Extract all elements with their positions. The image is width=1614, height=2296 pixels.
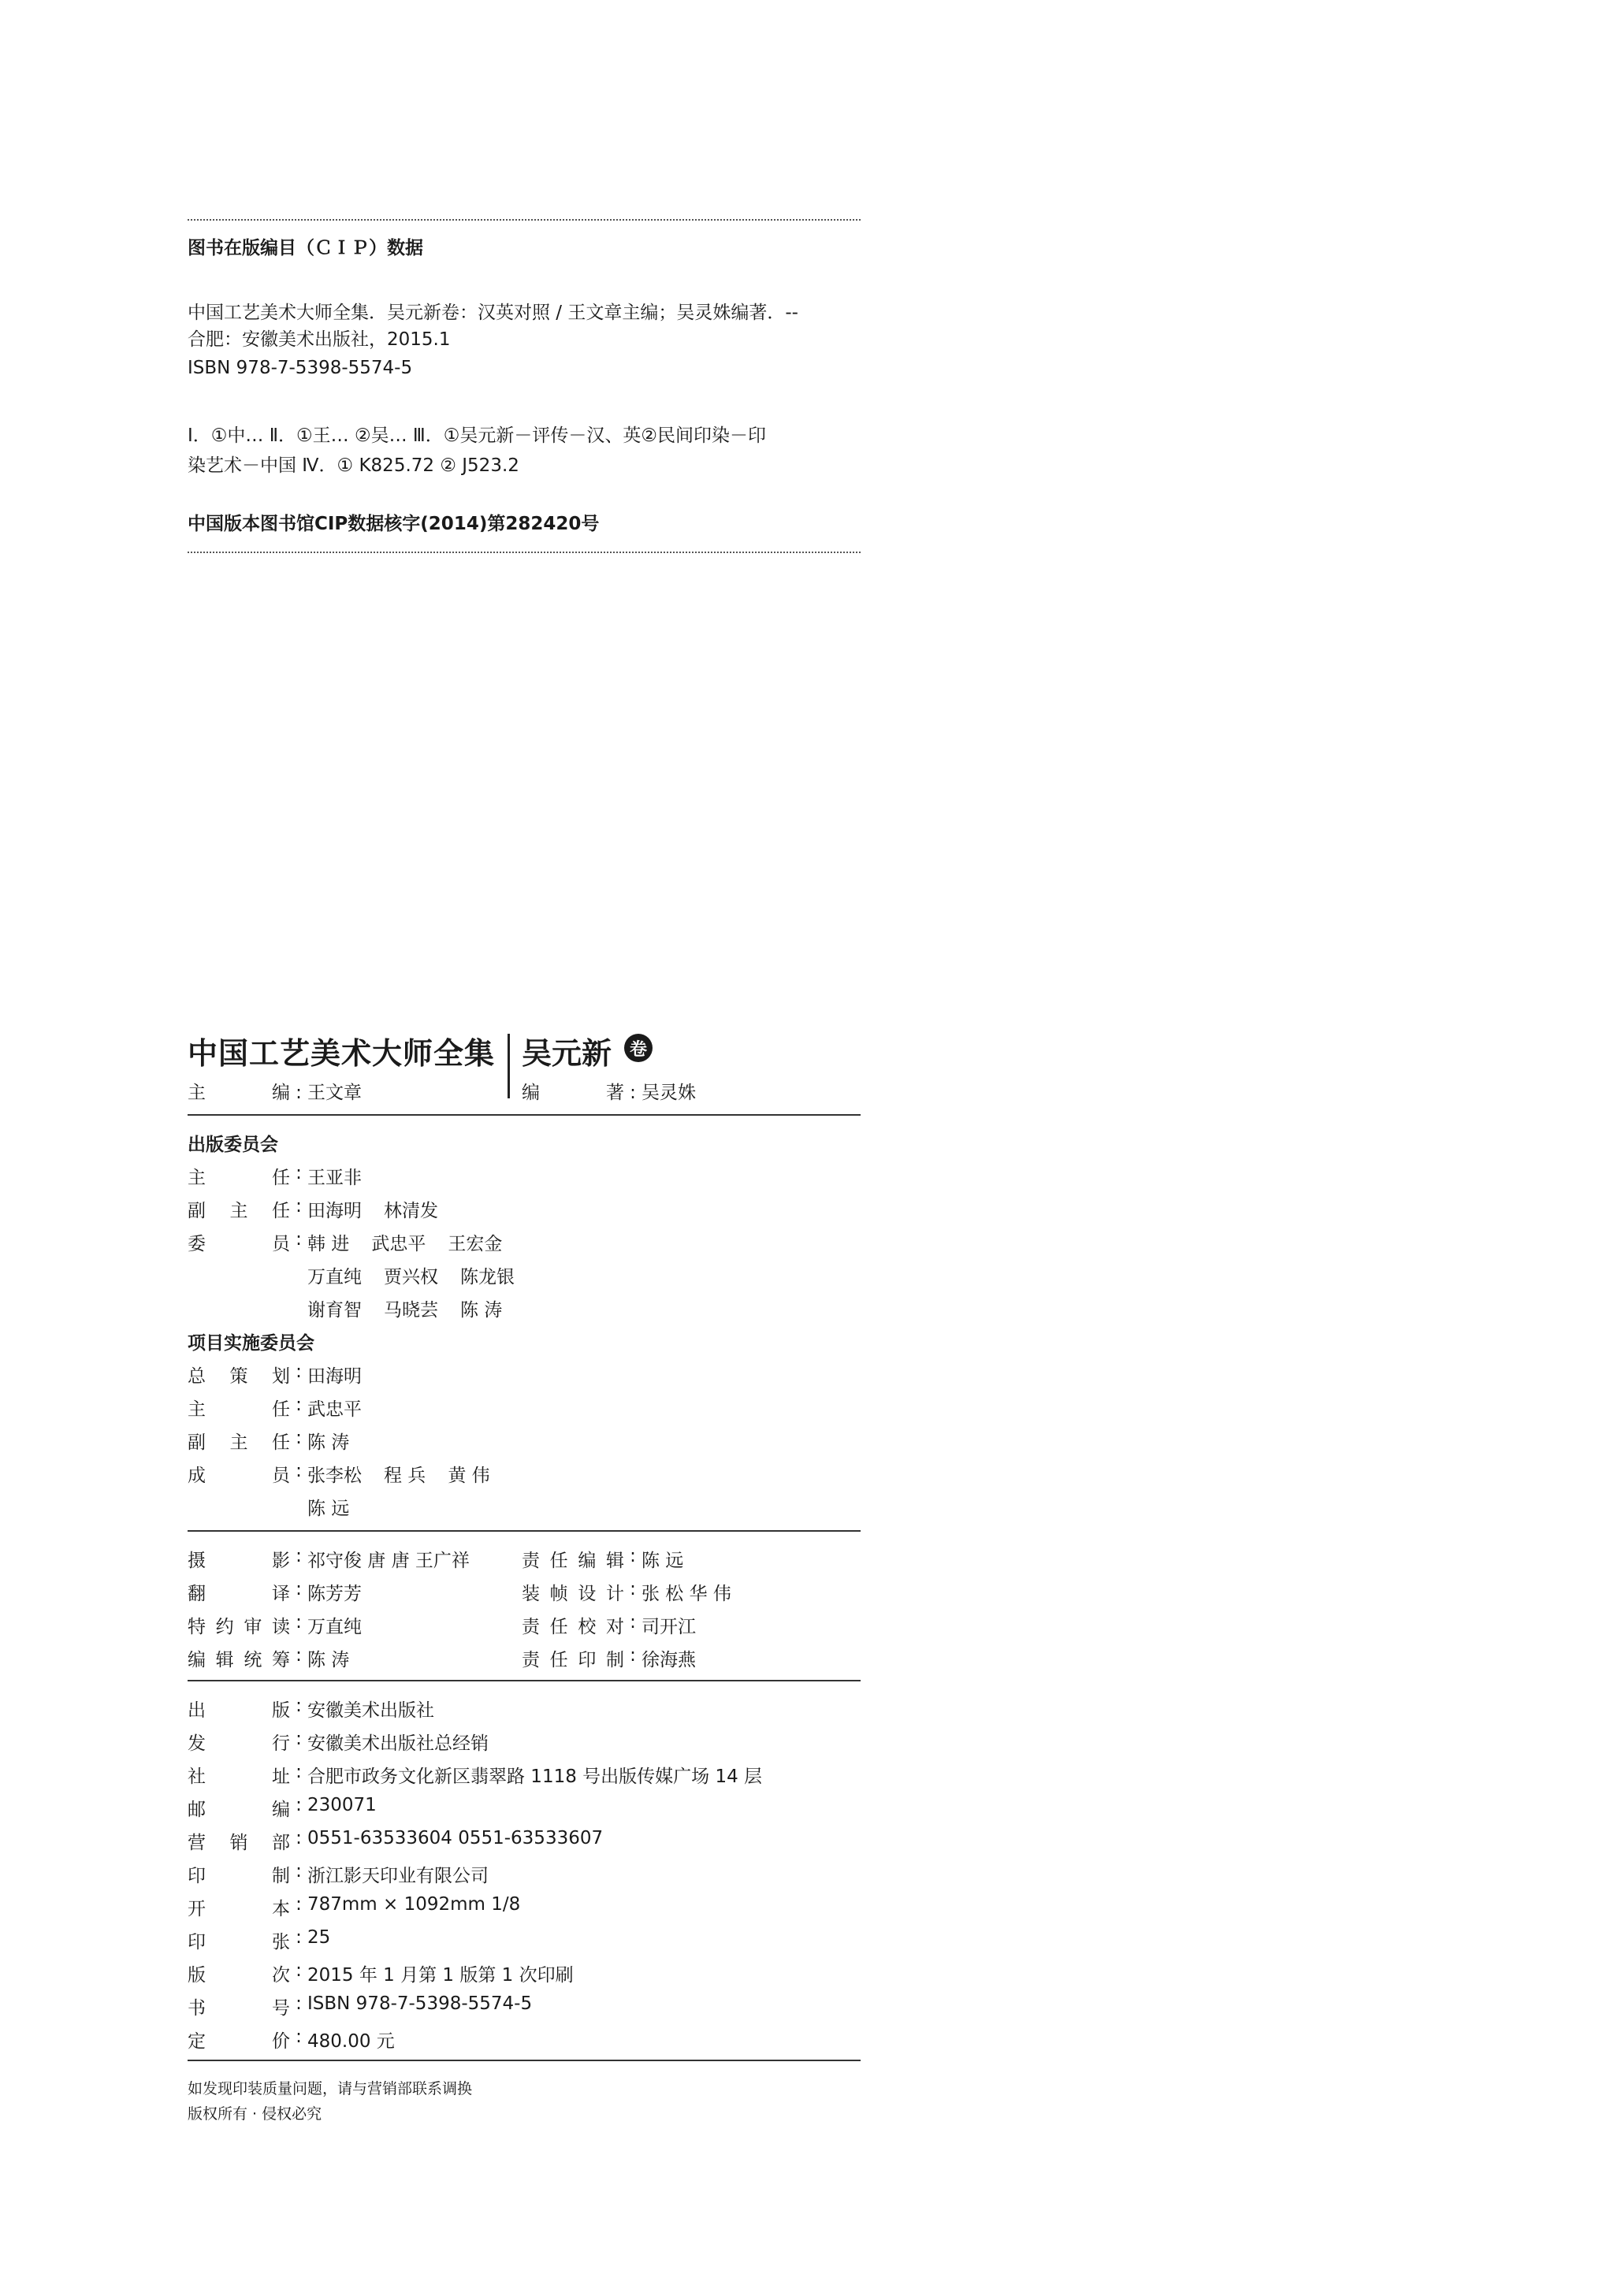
committee1-row-name: 谢育智 <box>307 1300 362 1321</box>
committee1-row-colon <box>290 1262 307 1288</box>
staff-left-row-value: 陈芳芳 <box>307 1584 362 1604</box>
staff-left-row <box>188 1612 362 1638</box>
publication-row <box>188 1762 762 1788</box>
committee1-row-colon: : <box>296 1163 302 1183</box>
committee2-row-label: 成员 <box>188 1466 290 1486</box>
staff-right-row-value: 陈 远 <box>642 1551 684 1571</box>
publication-row-value: 787mm × 1092mm 1/8 <box>307 1894 521 1915</box>
staff-right-row-colon: : <box>630 1579 636 1599</box>
committee2-row-colon: : <box>296 1428 302 1448</box>
publication-row-colon: : <box>296 1894 302 1915</box>
committee1-row-name: 万直纯 <box>307 1267 362 1287</box>
staff-right-row-colon: : <box>630 1546 636 1566</box>
footer-quality-note: 如发现印装质量问题，请与营销部联系调换 <box>188 2080 473 2097</box>
committee2-row-label: 副主任 <box>188 1432 290 1453</box>
committee1-row-name: 武忠平 <box>371 1234 426 1254</box>
publication-row <box>188 1696 434 1722</box>
committee1-row-name: 韩 进 <box>307 1234 350 1254</box>
staff-left-row-colon: : <box>296 1546 302 1566</box>
author-credit: 编 著 : 吴灵姝 <box>522 1078 696 1104</box>
committee2-row-name: 黄 伟 <box>448 1466 490 1486</box>
publication-row <box>188 1993 532 2019</box>
juan-badge: 卷 <box>624 1034 653 1062</box>
committee1-row-label: 副主任 <box>188 1201 290 1221</box>
author-label: 编 著 <box>522 1083 624 1103</box>
publication-row-colon: : <box>296 1696 302 1716</box>
staff-left-row-label: 特约审读 <box>188 1617 290 1637</box>
committee1-row-label: 委员 <box>188 1234 290 1254</box>
staff-right-row <box>522 1645 696 1671</box>
publication-row-colon: : <box>296 1795 302 1815</box>
committee2-row-name: 武忠平 <box>307 1399 362 1420</box>
committee1-row-label <box>188 1295 290 1321</box>
committee2-row-colon <box>290 1494 307 1520</box>
staff-right-row-label: 责任印制 <box>522 1650 624 1670</box>
cip-bottom-divider <box>188 552 861 553</box>
publication-row-colon: : <box>296 1927 302 1948</box>
staff-right-row-colon: : <box>630 1612 636 1633</box>
chief-editor-label: 主 编 <box>188 1083 290 1103</box>
committee2-row-name: 张李松 <box>307 1466 362 1486</box>
committee1-row-names <box>307 1196 460 1222</box>
committee1-row-colon: : <box>296 1229 302 1250</box>
publication-row <box>188 2027 395 2053</box>
committee2-heading: 项目实施委员会 <box>188 1333 314 1354</box>
committee1-row <box>188 1229 524 1255</box>
committee2-row-names <box>307 1428 371 1454</box>
publication-row-label: 版次 <box>188 1965 290 1986</box>
committee2-row-label: 总策划 <box>188 1366 290 1387</box>
chief-editor-credit: 主 编 : 王文章 <box>188 1078 362 1104</box>
committee1-row-names <box>307 1295 524 1321</box>
cip-line-2: 合肥：安徽美术出版社，2015.1 <box>188 329 451 350</box>
publication-row-colon: : <box>296 1960 302 1981</box>
publication-row-value: 安徽美术出版社 <box>307 1700 434 1721</box>
staff-top-divider <box>188 1530 861 1532</box>
committee2-row-name: 陈 涛 <box>307 1432 350 1453</box>
staff-left-row-label: 摄影 <box>188 1551 290 1571</box>
author-name: 吴灵姝 <box>642 1083 696 1103</box>
publication-row-value: 230071 <box>307 1795 377 1815</box>
publication-top-divider <box>188 1680 861 1681</box>
cip-line-3: ISBN 978-7-5398-5574-5 <box>188 358 413 378</box>
committee1-row-colon: : <box>296 1196 302 1217</box>
publication-row-value: ISBN 978-7-5398-5574-5 <box>307 1993 533 2014</box>
publication-row-label: 印张 <box>188 1932 290 1952</box>
committee2-row-name: 田海明 <box>307 1366 362 1387</box>
cip-line-1: 中国工艺美术大师全集．吴元新卷：汉英对照 / 王文章主编；吴灵姝编著．-- <box>188 303 798 323</box>
committee1-row <box>188 1295 524 1321</box>
staff-right-row-value: 张 松 华 伟 <box>642 1584 731 1604</box>
staff-right-row <box>522 1579 731 1605</box>
committee2-row-names <box>307 1461 512 1487</box>
staff-right-row-colon: : <box>630 1645 636 1666</box>
staff-left-row-value: 陈 涛 <box>307 1650 350 1670</box>
staff-left-row-colon: : <box>296 1579 302 1599</box>
staff-right-row <box>522 1612 696 1638</box>
chief-editor-name: 王文章 <box>307 1083 362 1103</box>
committee2-row <box>188 1362 384 1388</box>
publication-row-label: 社址 <box>188 1767 290 1787</box>
publication-row <box>188 1861 489 1887</box>
staff-left-row-colon: : <box>296 1645 302 1666</box>
series-title: 中国工艺美术大师全集 <box>188 1035 496 1071</box>
committee2-row-name: 陈 远 <box>307 1499 350 1519</box>
staff-right-row-value: 徐海燕 <box>642 1650 696 1670</box>
committee2-row <box>188 1494 371 1520</box>
staff-right-row-label: 责任编辑 <box>522 1551 624 1571</box>
publication-row-label: 定价 <box>188 2031 290 2052</box>
committee2-row-names <box>307 1362 384 1388</box>
publication-row-label: 出版 <box>188 1700 290 1721</box>
cip-heading: 图书在版编目（ＣＩＰ）数据 <box>188 238 423 258</box>
committee1-row-names <box>307 1163 384 1189</box>
publication-row-colon: : <box>296 1729 302 1749</box>
staff-left-row <box>188 1579 362 1605</box>
committee1-row-name: 林清发 <box>384 1201 438 1221</box>
committee2-row-names <box>307 1494 371 1520</box>
staff-left-row-label: 编辑统筹 <box>188 1650 290 1670</box>
publication-row-colon: : <box>296 1762 302 1782</box>
staff-right-row-label: 装帧设计 <box>522 1584 624 1604</box>
committee2-row-names <box>307 1395 384 1421</box>
committee1-row <box>188 1196 460 1222</box>
committee1-row-name: 田海明 <box>307 1201 362 1221</box>
cip-top-divider <box>188 219 861 221</box>
staff-left-row <box>188 1546 470 1572</box>
committee2-row-label: 主任 <box>188 1399 290 1420</box>
publication-row-value: 480.00 元 <box>307 2031 395 2052</box>
committee1-row-label <box>188 1262 290 1288</box>
staff-right-row <box>522 1546 683 1572</box>
publication-row-label: 邮编 <box>188 1800 290 1820</box>
committee1-row-names <box>307 1229 524 1255</box>
volume-title: 吴元新 <box>522 1035 612 1071</box>
committee1-row-names <box>307 1262 537 1288</box>
staff-left-row-label: 翻译 <box>188 1584 290 1604</box>
cip-class-line-2: 染艺术－中国 Ⅳ．① K825.72 ② J523.2 <box>188 455 519 476</box>
publication-row-label: 书号 <box>188 1998 290 2019</box>
staff-left-row <box>188 1645 349 1671</box>
publication-row <box>188 1960 574 1986</box>
publication-row-value: 0551-63533604 0551-63533607 <box>307 1828 604 1848</box>
committee2-row-colon: : <box>296 1395 302 1415</box>
committee1-row-name: 陈龙银 <box>460 1267 515 1287</box>
publication-row <box>188 1927 330 1953</box>
committee2-row-label <box>188 1494 290 1520</box>
title-separator <box>508 1034 510 1098</box>
footer-divider <box>188 2060 861 2061</box>
committee2-row <box>188 1395 384 1421</box>
publication-row-label: 营销部 <box>188 1833 290 1853</box>
publication-row-label: 开本 <box>188 1899 290 1919</box>
publication-row-colon: : <box>296 1993 302 2014</box>
committee1-row <box>188 1262 537 1288</box>
publication-row-value: 合肥市政务文化新区翡翠路 1118 号出版传媒广场 14 层 <box>307 1767 763 1787</box>
publication-row <box>188 1795 377 1821</box>
committee2-row-colon: : <box>296 1461 302 1481</box>
footer-copyright: 版权所有 · 侵权必究 <box>188 2105 322 2123</box>
publication-row-value: 25 <box>307 1927 331 1948</box>
publication-row-value: 2015 年 1 月第 1 版第 1 次印刷 <box>307 1965 574 1986</box>
publication-row-colon: : <box>296 2027 302 2047</box>
staff-left-row-value: 万直纯 <box>307 1617 362 1637</box>
cip-approval-number: 中国版本图书馆CIP数据核字(2014)第282420号 <box>188 514 600 534</box>
staff-right-row-value: 司开江 <box>642 1617 696 1637</box>
staff-left-row-colon: : <box>296 1612 302 1633</box>
committee2-row-colon: : <box>296 1362 302 1382</box>
publication-row <box>188 1729 489 1755</box>
publication-row-label: 发行 <box>188 1733 290 1754</box>
committee1-row-name: 王宏金 <box>448 1234 503 1254</box>
staff-right-row-label: 责任校对 <box>522 1617 624 1637</box>
committee1-row <box>188 1163 384 1189</box>
committee2-row-name: 程 兵 <box>384 1466 426 1486</box>
publication-row <box>188 1828 603 1854</box>
staff-left-row-value: 祁守俊 唐 唐 王广祥 <box>307 1551 470 1571</box>
committee1-row-name: 贾兴权 <box>384 1267 438 1287</box>
committee1-row-name: 王亚非 <box>307 1168 362 1188</box>
publication-row-value: 安徽美术出版社总经销 <box>307 1733 489 1754</box>
publication-row-colon: : <box>296 1828 302 1848</box>
committee1-heading: 出版委员会 <box>188 1135 278 1155</box>
title-divider <box>188 1114 861 1116</box>
committee1-row-name: 陈 涛 <box>460 1300 503 1321</box>
committee1-row-name: 马晓芸 <box>384 1300 438 1321</box>
publication-row-colon: : <box>296 1861 302 1882</box>
committee2-row <box>188 1461 512 1487</box>
committee1-row-colon <box>290 1295 307 1321</box>
publication-row <box>188 1894 520 1920</box>
committee2-row <box>188 1428 371 1454</box>
committee1-row-label: 主任 <box>188 1168 290 1188</box>
cip-class-line-1: Ⅰ．①中… Ⅱ．①王… ②吴… Ⅲ．①吴元新－评传－汉、英②民间印染－印 <box>188 425 766 446</box>
publication-row-value: 浙江影天印业有限公司 <box>307 1866 489 1886</box>
publication-row-label: 印制 <box>188 1866 290 1886</box>
